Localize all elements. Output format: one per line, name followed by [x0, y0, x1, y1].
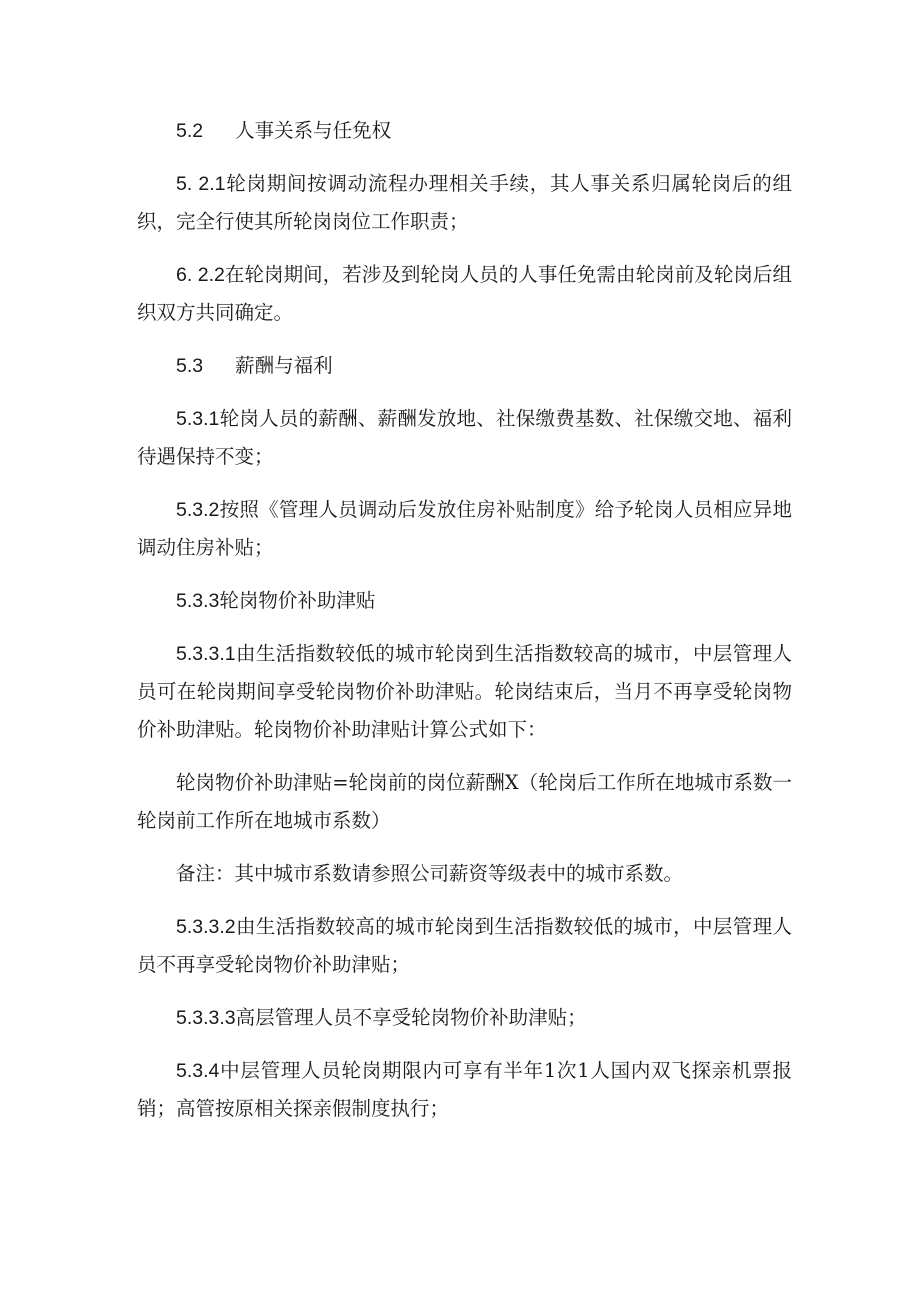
clause-number: 5.3.3.1 [176, 643, 236, 665]
clause-text: 由生活指数较高的城市轮岗到生活指数较低的城市，中层管理人员不再享受轮岗物价补助津贴； [137, 915, 792, 976]
section-number: 5.3 [176, 355, 204, 377]
clause-number: 5.3.1 [176, 408, 220, 430]
clause-text: 中层管理人员轮岗期限内可享有半年1次1人国内双飞探亲机票报销；高管按原相关探亲假制度执行； [137, 1059, 792, 1120]
clause-number: 5.3.3.2 [176, 916, 236, 938]
clause-number: 5.3.4 [176, 1060, 220, 1082]
section-title: 薪酬与福利 [235, 354, 333, 377]
clause-text: 轮岗物价补助津贴 [219, 589, 376, 612]
clause-number: 5. 2.1 [176, 173, 226, 195]
paragraph-5-2-1 [137, 165, 792, 241]
clause-text: 轮岗期间按调动流程办理相关手续，其人事关系归属轮岗后的组织，完全行使其所轮岗岗位工作职责； [137, 172, 792, 233]
clause-text: 轮岗人员的薪酬、薪酬发放地、社保缴费基数、社保缴交地、福利待遇保持不变； [137, 407, 792, 468]
section-heading-5-2 [137, 112, 792, 150]
clause-number: 5.3.2 [176, 499, 220, 521]
paragraph-5-3-3-2 [137, 908, 792, 984]
paragraph-5-3-2 [137, 491, 792, 567]
note-text: 备注：其中城市系数请参照公司薪资等级表中的城市系数。 [176, 862, 684, 885]
paragraph-5-3-4 [137, 1052, 792, 1128]
clause-text: 高层管理人员不享受轮岗物价补助津贴； [235, 1006, 587, 1029]
clause-number: 5.3.3.3 [176, 1007, 236, 1029]
clause-text: 在轮岗期间，若涉及到轮岗人员的人事任免需由轮岗前及轮岗后组织双方共同确定。 [137, 263, 792, 324]
paragraph-5-2-2 [137, 256, 792, 332]
clause-number: 5.3.3 [176, 590, 220, 612]
section-number: 5.2 [176, 120, 204, 142]
paragraph-5-3-1 [137, 400, 792, 476]
clause-number: 6. 2.2 [176, 264, 225, 286]
document-body [137, 112, 792, 1143]
paragraph-5-3-3-1 [137, 635, 792, 749]
paragraph-5-3-3-3 [137, 999, 792, 1037]
clause-text: 按照《管理人员调动后发放住房补贴制度》给予轮岗人员相应异地调动住房补贴； [137, 498, 792, 559]
note-paragraph [137, 855, 792, 893]
clause-text: 由生活指数较低的城市轮岗到生活指数较高的城市，中层管理人员可在轮岗期间享受轮岗物价补助津贴。轮岗结束后，当月不再享受轮岗物价补助津贴。轮岗物价补助津贴计算公式如下： [137, 642, 792, 741]
paragraph-5-3-3 [137, 582, 792, 620]
formula-text: 轮岗物价补助津贴=轮岗前的岗位薪酬X（轮岗后工作所在地城市系数一轮岗前工作所在地城市系数） [137, 771, 792, 832]
formula-paragraph [137, 764, 792, 840]
section-heading-5-3 [137, 347, 792, 385]
section-title: 人事关系与任免权 [235, 119, 392, 142]
